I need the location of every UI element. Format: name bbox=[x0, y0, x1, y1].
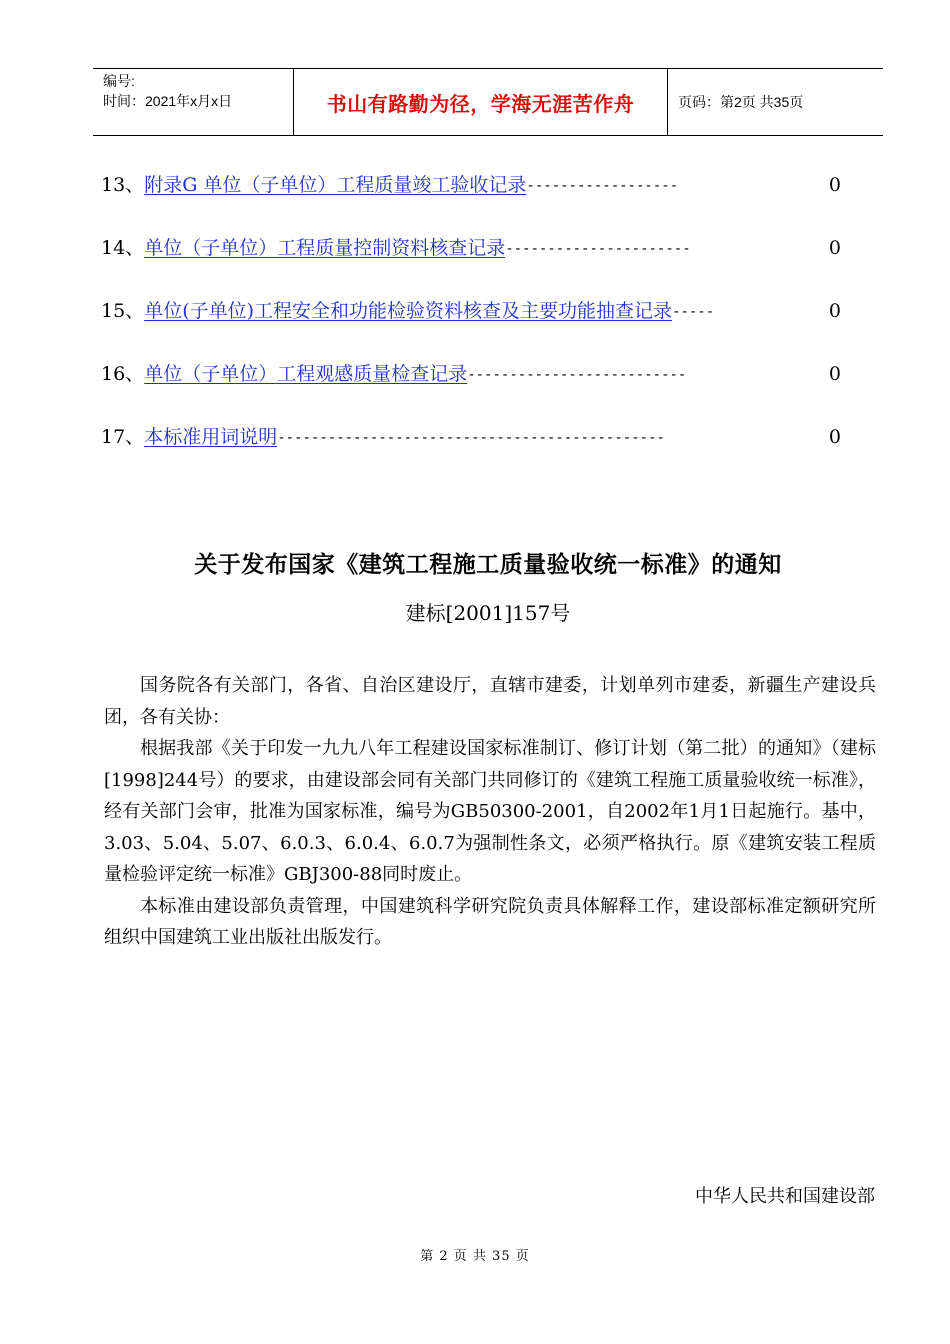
notice-signature: 中华人民共和国建设部 bbox=[695, 1186, 875, 1207]
toc-entry bbox=[101, 359, 841, 422]
toc-entry-number: 14、 bbox=[101, 237, 145, 259]
toc-entry bbox=[101, 170, 841, 233]
notice-paragraph: 根据我部《关于印发一九九八年工程建设国家标准制订、修订计划（第二批）的通知》（建标[1998]244号）的要求，由建设部会同有关部门共同修订的《建筑工程施工质量验收统一标准》，经有关部门会审，批准为国家标准，编号为GB50300-2001，自2002年1月1日起施行。基中，3.03、5.04、5.07、6.0.3、6.0.4、6.0.7为强制性条文，必须严格执行。原《建筑安装工程质量检验评定统一标准》GBJ300-88同时废止。 bbox=[104, 738, 876, 885]
notice-body bbox=[104, 670, 876, 954]
toc-entry-page: 0 bbox=[828, 174, 841, 196]
toc-entry-link[interactable]: 附录G 单位（子单位）工程质量竣工验收记录 bbox=[144, 174, 527, 196]
header-page-cell bbox=[668, 69, 883, 135]
toc-entry-number: 13、 bbox=[101, 174, 145, 196]
toc-entry-leader: ----- bbox=[672, 304, 715, 320]
toc-entry-link[interactable]: 单位（子单位）工程质量控制资料核查记录 bbox=[144, 237, 506, 259]
toc-entry-number: 16、 bbox=[101, 363, 145, 385]
header-meta-cell bbox=[93, 69, 294, 135]
toc-entry-link[interactable]: 单位(子单位)工程安全和功能检验资料核查及主要功能抽查记录 bbox=[144, 300, 673, 322]
notice-document-number: 建标[2001]157号 bbox=[405, 601, 571, 625]
toc-entry-link[interactable]: 本标准用词说明 bbox=[144, 426, 278, 448]
toc-entry-leader: ---------------------- bbox=[505, 241, 691, 257]
toc-entry bbox=[101, 296, 841, 359]
notice-title: 关于发布国家《建筑工程施工质量验收统一标准》的通知 bbox=[194, 552, 782, 578]
toc-entry bbox=[101, 233, 841, 296]
page-header bbox=[93, 68, 883, 136]
document-number-label: 编号: bbox=[103, 73, 135, 89]
toc-entry-page: 0 bbox=[828, 426, 841, 448]
toc-entry-number: 17、 bbox=[101, 426, 145, 448]
notice-paragraph: 本标准由建设部负责管理，中国建筑科学研究院负责具体解释工作，建设部标准定额研究所组织中国建筑工业出版社出版发行。 bbox=[104, 895, 876, 948]
toc-entry-page: 0 bbox=[828, 363, 841, 385]
header-motto: 书山有路勤为径，学海无涯苦作舟 bbox=[326, 91, 635, 116]
toc-entry bbox=[101, 422, 841, 485]
table-of-contents bbox=[101, 170, 841, 485]
toc-entry-leader: ---------------------------------------------- bbox=[277, 430, 665, 446]
toc-entry-leader: ------------------ bbox=[526, 178, 679, 194]
header-page-info: 页码：第2页 共35页 bbox=[678, 94, 804, 110]
toc-entry-link[interactable]: 单位（子单位）工程观感质量检查记录 bbox=[144, 363, 468, 385]
toc-entry-leader: -------------------------- bbox=[467, 367, 687, 383]
page-footer: 第 2 页 共 35 页 bbox=[420, 1249, 530, 1264]
notice-paragraph: 国务院各有关部门，各省、自治区建设厅，直辖市建委，计划单列市建委，新疆生产建设兵团，各有关协： bbox=[104, 675, 876, 728]
toc-entry-number: 15、 bbox=[101, 300, 145, 322]
header-motto-cell bbox=[294, 69, 668, 135]
toc-entry-page: 0 bbox=[828, 300, 841, 322]
toc-entry-page: 0 bbox=[828, 237, 841, 259]
document-time-label: 时间：2021年x月x日 bbox=[103, 93, 233, 109]
